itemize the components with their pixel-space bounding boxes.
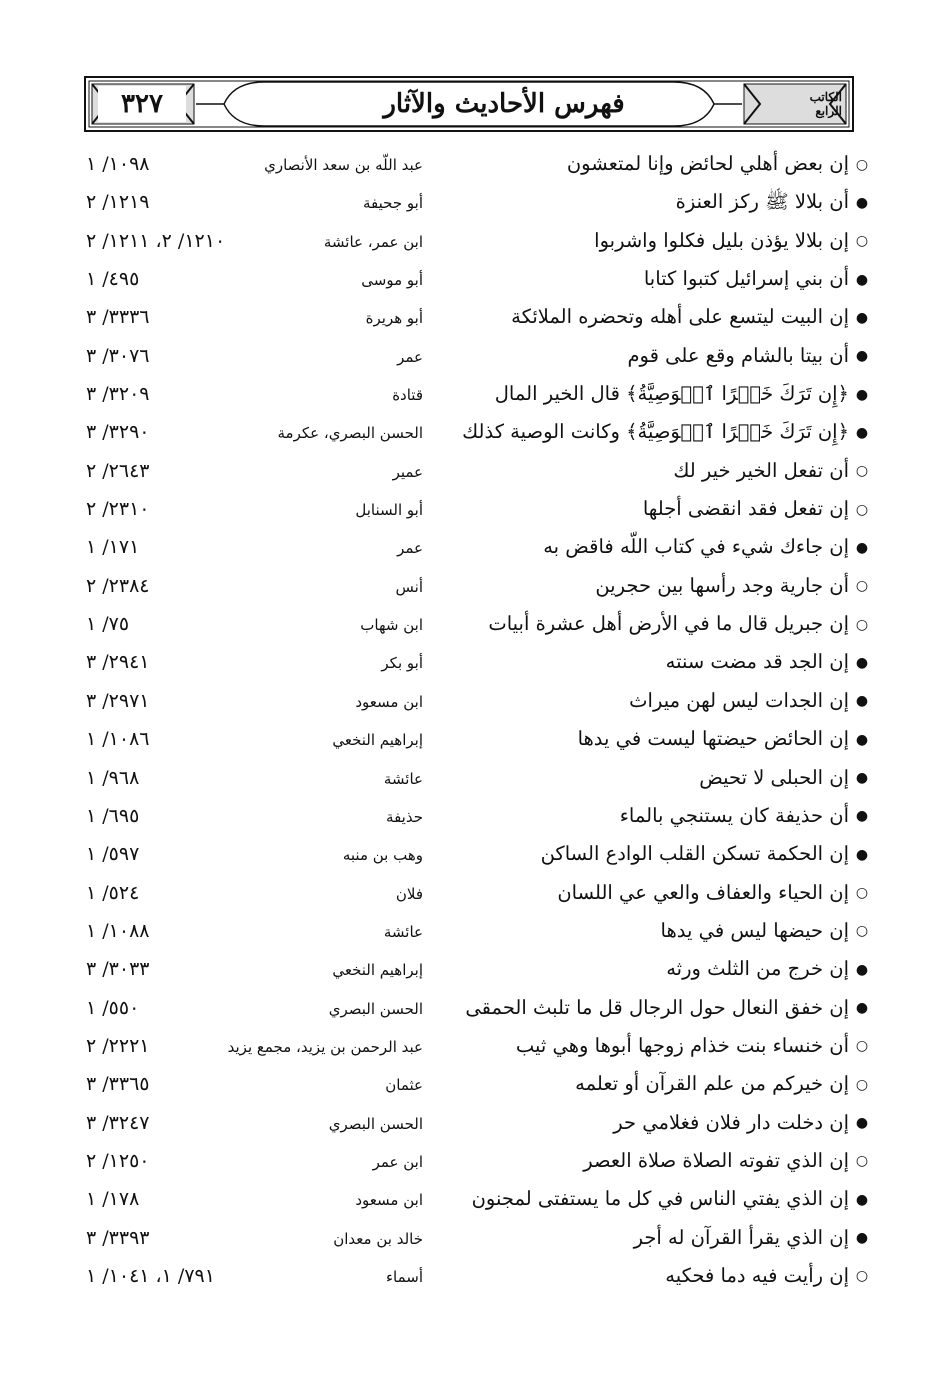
narrator-name: إبراهيم النخعي <box>332 731 423 750</box>
index-row <box>0 606 937 644</box>
reference-number: ١٢١٠/ ٢، ١٢١١/ ٢ <box>86 229 226 252</box>
index-row <box>0 1220 937 1258</box>
reference-number: ٥٢٤/ ١ <box>86 881 140 904</box>
index-row <box>0 568 937 606</box>
reference-number: ٣٣٣٦/ ٣ <box>86 306 150 329</box>
reference-number: ٣٣٦٥/ ٣ <box>86 1073 150 1096</box>
narrator-name: أبو جحيفة <box>363 194 423 213</box>
reference-number: ٣٢٠٩/ ٣ <box>86 383 150 406</box>
hadith-phrase: إن خيركم من علم القرآن أو تعلمه <box>575 1072 849 1096</box>
index-row <box>0 414 937 452</box>
narrator-name: عبد اللّه بن سعد الأنصاري <box>264 156 423 174</box>
reference-number: ٥٥٠/ ١ <box>86 996 140 1019</box>
bullet-icon: ● <box>855 1115 869 1132</box>
page-header <box>84 76 854 132</box>
hadith-phrase: إن البيت ليتسع على أهله وتحضره الملائكة <box>511 305 849 329</box>
index-row <box>0 1143 937 1181</box>
index-row <box>0 836 937 874</box>
hadith-phrase: إن خفق النعال حول الرجال قل ما تلبث الحمقى <box>465 995 849 1019</box>
index-row <box>0 1066 937 1104</box>
hadith-phrase: إن الجد قد مضت سنته <box>665 650 849 674</box>
reference-number: ٧٥/ ١ <box>86 613 130 636</box>
reference-number: ٢٦٤٣/ ٢ <box>86 459 150 482</box>
reference-number: ٧٩١/ ١، ١٠٤١/ ١ <box>86 1264 215 1287</box>
index-row <box>0 875 937 913</box>
hadith-text <box>462 418 869 447</box>
narrator-name: عمر <box>397 347 423 366</box>
bullet-icon: ● <box>855 194 869 211</box>
hadith-text <box>666 648 869 677</box>
hadith-text <box>594 227 869 256</box>
reference-number: ٢٢٢١/ ٢ <box>86 1034 150 1057</box>
bullet-icon: ● <box>855 348 869 365</box>
index-list <box>0 146 937 1296</box>
narrator-name: عائشة <box>383 769 423 788</box>
index-row <box>0 721 937 759</box>
hadith-text <box>699 764 869 793</box>
reference-number: ٦٩٥/ ١ <box>86 804 140 827</box>
index-row <box>0 261 937 299</box>
reference-number: ٢٩٧١/ ٣ <box>86 689 150 712</box>
reference-number: ٣٢٤٧/ ٣ <box>86 1111 150 1134</box>
bullet-icon: ● <box>855 271 869 288</box>
hadith-text <box>472 1185 869 1214</box>
hadith-phrase: إن الذي يفتي الناس في كل ما يستفتى لمجنون <box>471 1187 849 1211</box>
hadith-text <box>666 955 869 984</box>
bullet-icon: ● <box>855 309 869 326</box>
reference-number: ٢٣٨٤/ ٢ <box>86 574 150 597</box>
narrator-name: عمير <box>392 462 423 481</box>
hadith-text <box>583 1147 869 1176</box>
reference-number: ١٠٩٨/ ١ <box>86 153 150 175</box>
narrator-name: الحسن البصري، عكرمة <box>277 424 423 443</box>
bullet-icon: ● <box>855 386 869 403</box>
reference-number: ٩٦٨/ ١ <box>86 766 140 789</box>
narrator-name: أنس <box>395 577 423 596</box>
narrator-name: إبراهيم النخعي <box>332 961 423 980</box>
bullet-icon: ● <box>855 539 869 556</box>
bullet-icon: ○ <box>855 1153 869 1170</box>
reference-number: ١٧١/ ١ <box>86 536 140 559</box>
reference-number: ٣٠٧٦/ ٣ <box>86 344 150 367</box>
index-row <box>0 223 937 261</box>
hadith-text <box>516 1032 869 1061</box>
bullet-icon: ● <box>855 693 869 710</box>
narrator-name: ابن مسعود <box>355 1191 423 1210</box>
page-number: ٣٢٧ <box>98 86 186 122</box>
hadith-text <box>578 725 869 754</box>
bullet-icon: ● <box>855 731 869 748</box>
hadith-phrase: إن جاءك شيء في كتاب اللّه فاقض به <box>543 535 849 559</box>
hadith-text <box>511 303 869 332</box>
index-row <box>0 798 937 836</box>
hadith-phrase: إن بلالا يؤذن بليل فكلوا واشربوا <box>594 228 849 252</box>
hadith-phrase: ﴿إِن تَرَكَ خَيۡرًا ٱلۡوَصِيَّةُ﴾ قال الخير المال <box>494 382 849 406</box>
hadith-phrase: أن بلالا ﷺ ركز العنزة <box>675 190 849 214</box>
reference-number: ٢٣١٠/ ٢ <box>86 498 150 521</box>
bullet-icon: ○ <box>855 885 869 902</box>
hadith-phrase: إن الحياء والعفاف والعي عي اللسان <box>557 880 849 904</box>
bullet-icon: ● <box>855 424 869 441</box>
hadith-phrase: إن بعض أهلي لحائض وإنا لمتعشون <box>566 152 849 175</box>
narrator-name: أبو هريرة <box>365 309 423 328</box>
index-row <box>0 951 937 989</box>
reference-number: ١٠٨٨/ ١ <box>86 919 150 942</box>
reference-number: ١٠٨٦/ ١ <box>86 728 150 751</box>
index-row <box>0 760 937 798</box>
hadith-text <box>465 994 869 1023</box>
hadith-text <box>541 840 869 869</box>
narrator-name: أسماء <box>385 1267 423 1286</box>
narrator-name: أبو السنابل <box>355 501 423 520</box>
hadith-text <box>665 1262 869 1291</box>
hadith-phrase: إن دخلت دار فلان فغلامي حر <box>613 1110 849 1134</box>
narrator-name: وهب بن منبه <box>342 846 423 865</box>
hadith-text <box>543 533 869 562</box>
index-row <box>0 990 937 1028</box>
hadith-phrase: أن بيتا بالشام وقع على قوم <box>627 343 849 367</box>
reference-number: ٤٩٥/ ١ <box>86 268 140 291</box>
index-row <box>0 913 937 951</box>
reference-number: ٣٢٩٠/ ٣ <box>86 421 150 444</box>
hadith-phrase: إن الجدات ليس لهن ميراث <box>629 688 849 712</box>
hadith-phrase: أن جارية وجد رأسها بين حجرين <box>595 573 849 597</box>
bullet-icon: ● <box>855 961 869 978</box>
publisher-logo: الكاتب الرابع <box>809 90 842 118</box>
bullet-icon: ○ <box>855 1268 869 1285</box>
hadith-text <box>488 610 869 639</box>
hadith-text <box>643 495 869 524</box>
index-row <box>0 184 937 222</box>
hadith-text <box>676 188 869 217</box>
index-row <box>0 491 937 529</box>
narrator-name: عثمان <box>385 1076 423 1095</box>
hadith-phrase: إن رأيت فيه دما فحكيه <box>665 1263 849 1287</box>
bullet-icon: ○ <box>855 463 869 480</box>
hadith-phrase: أن خنساء بنت خذام زوجها أبوها وهي ثيب <box>515 1033 849 1057</box>
hadith-phrase: إن الذي يقرأ القرآن له أجر <box>633 1225 849 1249</box>
hadith-phrase: أن حذيفة كان يستنجي بالماء <box>619 803 849 827</box>
narrator-name: عائشة <box>383 922 423 941</box>
hadith-text <box>629 687 869 716</box>
hadith-text <box>661 917 869 946</box>
hadith-text <box>613 1109 869 1138</box>
index-row <box>0 376 937 414</box>
narrator-name: ابن شهاب <box>360 616 423 635</box>
bullet-icon: ● <box>855 846 869 863</box>
index-row <box>0 644 937 682</box>
bullet-icon: ○ <box>855 501 869 518</box>
reference-number: ١٢١٩/ ٢ <box>86 191 150 214</box>
index-row <box>0 1181 937 1219</box>
bullet-icon: ○ <box>855 156 869 173</box>
bullet-icon: ● <box>855 654 869 671</box>
narrator-name: أبو بكر <box>381 654 423 673</box>
narrator-name: أبو موسى <box>361 271 423 290</box>
hadith-phrase: إن جبريل قال ما في الأرض أهل عشرة أبيات <box>488 612 849 636</box>
hadith-phrase: إن الذي تفوته الصلاة صلاة العصر <box>583 1148 849 1172</box>
index-row <box>0 453 937 491</box>
hadith-text <box>634 1224 869 1253</box>
narrator-name: ابن مسعود <box>355 692 423 711</box>
hadith-text <box>595 572 869 601</box>
narrator-name: ابن عمر <box>372 1152 423 1171</box>
hadith-phrase: إن خرج من الثلث ورثه <box>666 957 849 981</box>
hadith-phrase: ﴿إِن تَرَكَ خَيۡرًا ٱلۡوَصِيَّةُ﴾ وكانت الوصية كذلك <box>462 420 849 444</box>
bullet-icon: ● <box>855 808 869 825</box>
hadith-text <box>567 150 869 179</box>
reference-number: ١٢٥٠/ ٢ <box>86 1149 150 1172</box>
bullet-icon: ○ <box>855 578 869 595</box>
hadith-phrase: أن تفعل الخير خير لك <box>673 458 849 482</box>
index-row <box>0 1028 937 1066</box>
narrator-name: الحسن البصري <box>328 999 423 1018</box>
hadith-phrase: إن الحائض حيضتها ليست في يدها <box>577 727 849 751</box>
reference-number: ٣٣٩٣/ ٣ <box>86 1226 150 1249</box>
hadith-phrase: إن حيضها ليس في يدها <box>660 918 849 942</box>
reference-number: ٢٩٤١/ ٣ <box>86 651 150 674</box>
index-row <box>0 1105 937 1143</box>
index-row <box>0 146 937 184</box>
reference-number: ١٧٨/ ١ <box>86 1188 140 1211</box>
bullet-icon: ● <box>855 1000 869 1017</box>
hadith-text <box>644 265 869 294</box>
narrator-name: عبد الرحمن بن يزيد، مجمع يزيد <box>227 1037 423 1056</box>
index-row <box>0 299 937 337</box>
hadith-text <box>557 879 869 908</box>
index-row <box>0 1258 937 1296</box>
bullet-icon: ○ <box>855 616 869 633</box>
bullet-icon: ○ <box>855 233 869 250</box>
bullet-icon: ○ <box>855 1076 869 1093</box>
bullet-icon: ● <box>855 1230 869 1247</box>
hadith-text <box>673 457 869 486</box>
index-row <box>0 529 937 567</box>
hadith-text <box>575 1070 869 1099</box>
narrator-name: ابن عمر، عائشة <box>323 232 423 251</box>
narrator-name: قتادة <box>392 386 423 405</box>
narrator-name: فلان <box>395 884 423 903</box>
bullet-icon: ● <box>855 770 869 786</box>
reference-number: ٣٠٣٣/ ٣ <box>86 958 150 981</box>
narrator-name: الحسن البصري <box>328 1114 423 1133</box>
page-title: فهرس الأحاديث والآثار <box>383 89 625 119</box>
index-row <box>0 338 937 376</box>
hadith-text <box>620 802 869 831</box>
index-row <box>0 683 937 721</box>
hadith-phrase: إن الحبلى لا تحيض <box>699 765 849 789</box>
reference-number: ٥٩٧/ ١ <box>86 843 140 866</box>
hadith-phrase: إن الحكمة تسكن القلب الوادع الساكن <box>540 842 849 866</box>
narrator-name: خالد بن معدان <box>333 1229 423 1248</box>
narrator-name: عمر <box>397 539 423 558</box>
hadith-text <box>495 380 869 409</box>
hadith-phrase: إن تفعل فقد انقضى أجلها <box>642 497 849 521</box>
bullet-icon: ○ <box>855 923 869 940</box>
bullet-icon: ○ <box>855 1038 869 1055</box>
narrator-name: حذيفة <box>386 807 423 826</box>
bullet-icon: ● <box>855 1191 869 1208</box>
hadith-text <box>627 342 869 371</box>
hadith-phrase: أن بني إسرائيل كتبوا كتابا <box>643 267 849 291</box>
